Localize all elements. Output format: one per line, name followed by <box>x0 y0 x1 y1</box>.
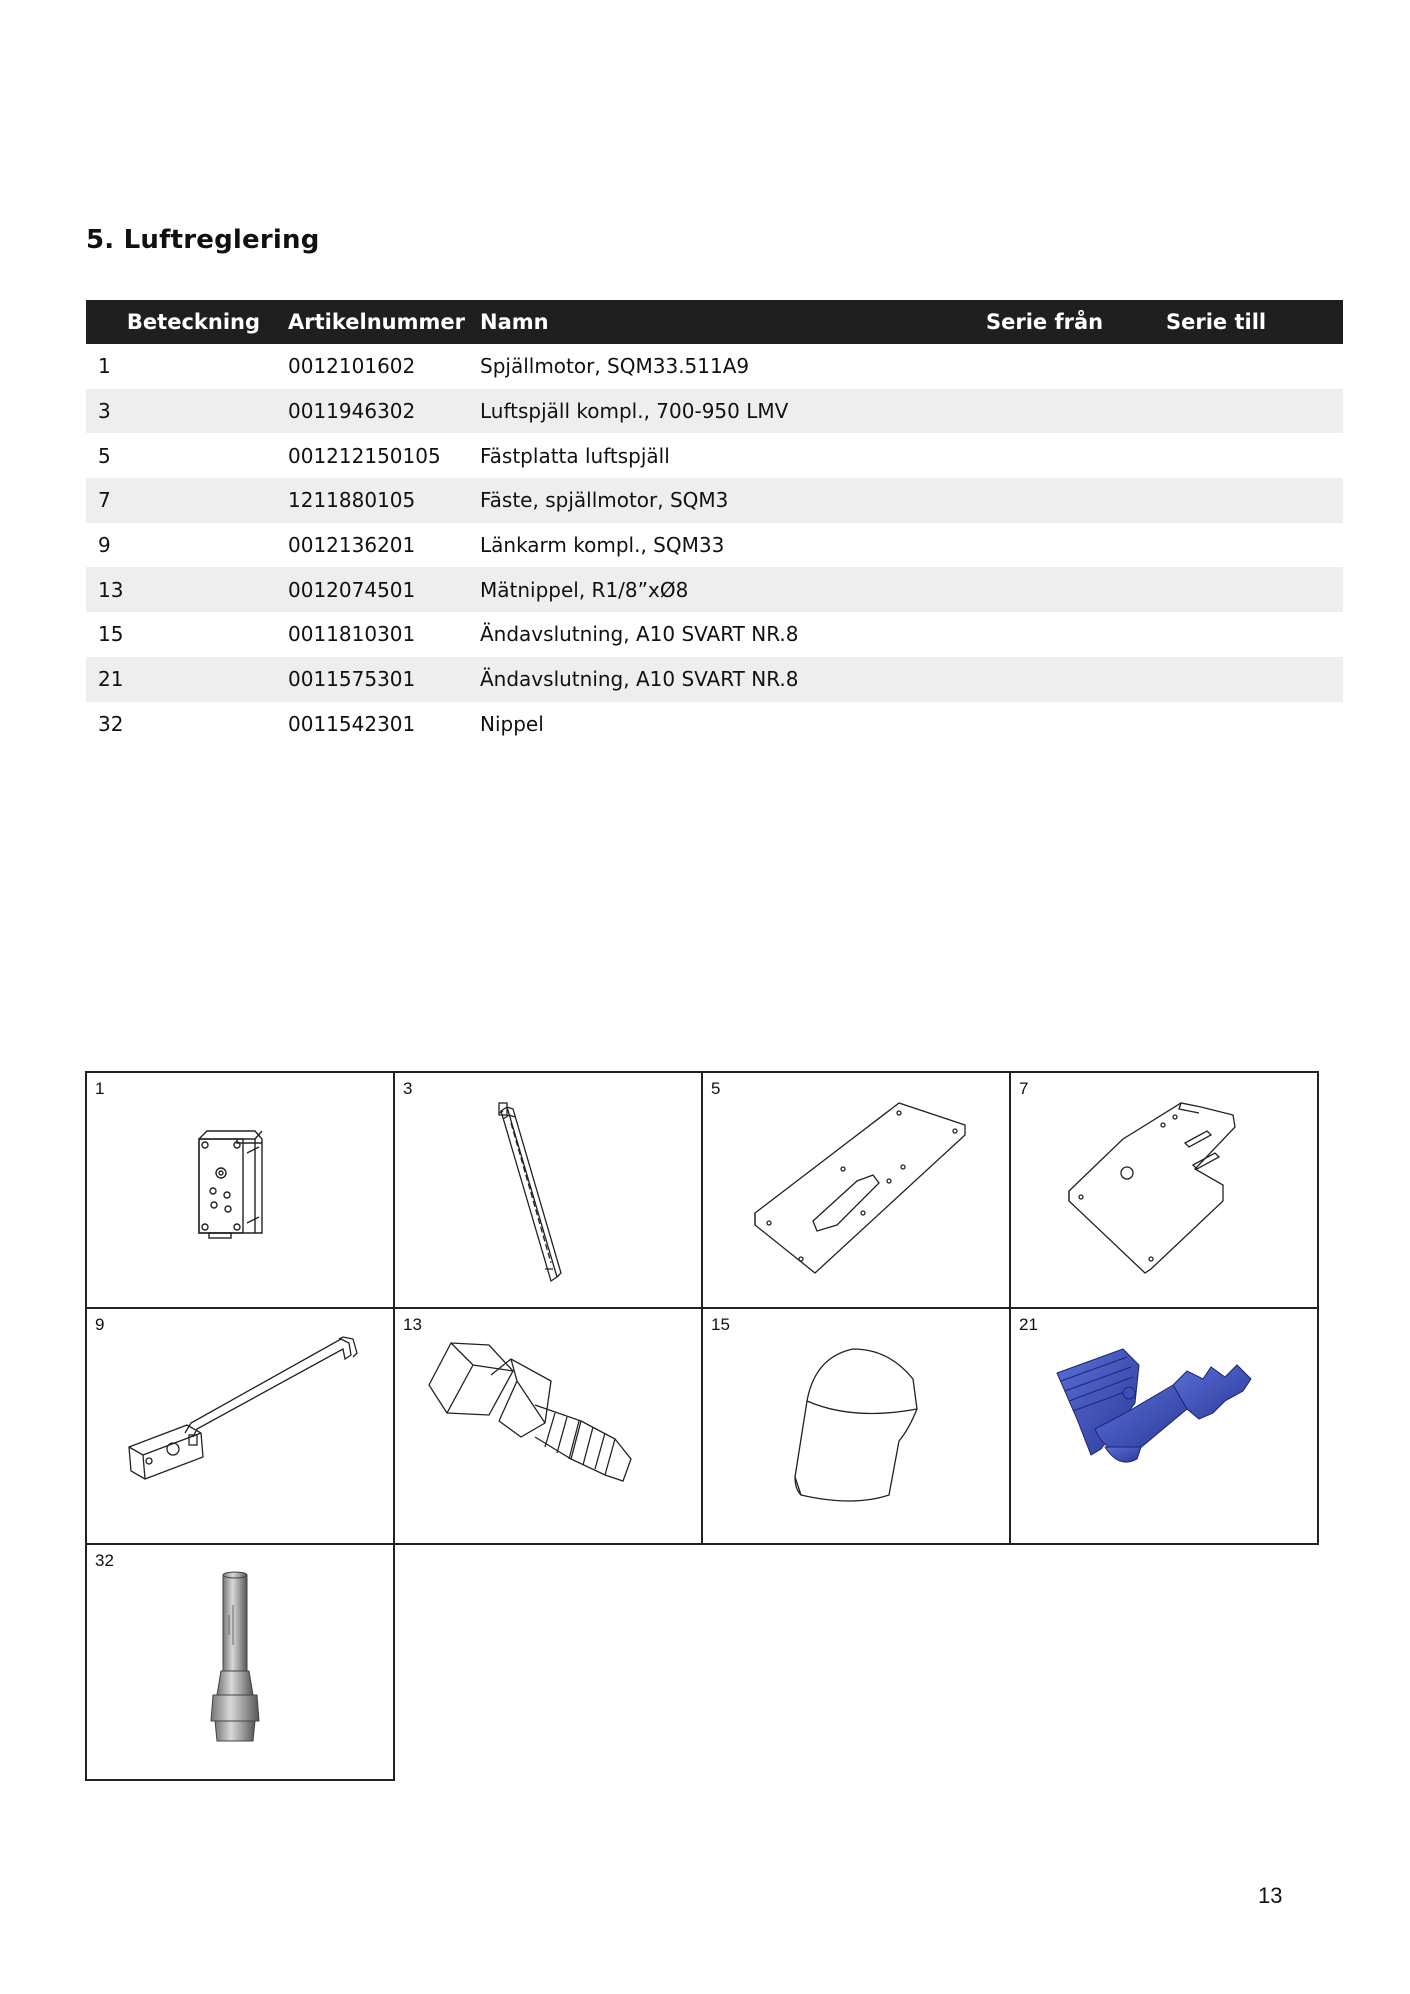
cell-serie-fran <box>986 523 1166 568</box>
table-row <box>86 478 1343 523</box>
image-label: 15 <box>711 1315 730 1334</box>
elbow-connector-icon <box>1011 1309 1317 1543</box>
page-number: 13 <box>1258 1883 1283 1908</box>
mounting-plate-icon <box>703 1073 1009 1307</box>
cell-serie-fran <box>986 344 1166 389</box>
image-cell <box>85 1307 395 1545</box>
image-label: 3 <box>403 1079 413 1098</box>
cell-namn: Luftspjäll kompl., 700-950 LMV <box>480 389 986 434</box>
cell-artikelnummer: 0011810301 <box>288 622 416 647</box>
end-cap-icon <box>703 1309 1009 1543</box>
cell-serie-fran <box>986 657 1166 702</box>
image-cell <box>85 1543 395 1781</box>
image-cell <box>393 1071 703 1309</box>
image-label: 1 <box>95 1079 105 1098</box>
cell-artikelnummer: 0011575301 <box>288 657 480 702</box>
cell-beteckning: 7 <box>86 478 288 523</box>
image-label: 21 <box>1019 1315 1038 1334</box>
cell-namn: Ändavslutning, A10 SVART NR.8 <box>480 657 986 702</box>
cell-namn: Mätnippel, R1/8”xØ8 <box>480 567 986 612</box>
image-cell <box>393 1307 703 1545</box>
cell-serie-fran <box>986 478 1166 523</box>
cell-beteckning: 3 <box>86 389 288 434</box>
section-title: 5. Luftreglering <box>86 225 320 255</box>
cell-serie-till <box>1166 344 1343 389</box>
parts-table <box>86 300 1343 746</box>
cell-beteckning: 21 <box>86 657 288 702</box>
table-row <box>86 657 1343 702</box>
header-beteckning: Beteckning <box>86 300 288 344</box>
table-row <box>86 389 1343 434</box>
cell-artikelnummer: 0011542301 <box>288 711 416 736</box>
cell-serie-till <box>1166 657 1343 702</box>
cell-beteckning: 15 <box>98 622 124 647</box>
link-arm-icon <box>87 1309 393 1543</box>
cell-artikelnummer: 0012136201 <box>288 533 416 558</box>
cell-serie-fran <box>986 389 1166 434</box>
image-label: 13 <box>403 1315 422 1334</box>
cell-namn: Fäste, spjällmotor, SQM3 <box>480 478 986 523</box>
table-row <box>86 702 1343 747</box>
cell-artikelnummer: 0012101602 <box>288 354 416 379</box>
table-row <box>86 433 1343 478</box>
header-serie-till: Serie till <box>1166 300 1343 344</box>
damper-motor-icon <box>87 1073 393 1307</box>
image-label: 9 <box>95 1315 105 1334</box>
image-cell <box>85 1071 395 1309</box>
cell-serie-fran <box>986 612 1166 657</box>
cell-serie-fran <box>986 702 1166 747</box>
image-cell <box>1009 1071 1319 1309</box>
table-row <box>86 612 1343 657</box>
cell-artikelnummer: 0012074501 <box>288 567 480 612</box>
cell-serie-till <box>1166 702 1343 747</box>
cell-serie-till <box>1166 433 1343 478</box>
header-serie-fran: Serie från <box>986 300 1166 344</box>
cell-serie-till <box>1166 478 1343 523</box>
cell-serie-fran <box>986 567 1166 612</box>
cell-namn: Nippel <box>480 711 544 736</box>
table-header-row <box>86 300 1343 344</box>
cell-artikelnummer: 1211880105 <box>288 478 480 523</box>
cell-artikelnummer: 001212150105 <box>288 443 441 468</box>
parts-image-grid <box>85 1071 1325 1788</box>
table-row <box>86 344 1343 389</box>
image-label: 7 <box>1019 1079 1029 1098</box>
nipple-icon <box>87 1545 393 1779</box>
image-cell <box>701 1307 1011 1545</box>
cell-beteckning: 5 <box>98 443 111 468</box>
cell-serie-till <box>1166 389 1343 434</box>
header-artikelnummer: Artikelnummer <box>288 300 480 344</box>
cell-namn: Fästplatta luftspjäll <box>480 443 670 468</box>
cell-beteckning: 32 <box>98 711 124 736</box>
air-damper-icon <box>395 1073 701 1307</box>
measuring-nipple-icon <box>395 1309 701 1543</box>
table-row <box>86 523 1343 568</box>
image-label: 32 <box>95 1551 114 1570</box>
cell-beteckning: 13 <box>86 567 288 612</box>
cell-beteckning: 1 <box>98 354 111 379</box>
cell-namn: Länkarm kompl., SQM33 <box>480 533 725 558</box>
table-row <box>86 567 1343 612</box>
cell-beteckning: 9 <box>98 533 111 558</box>
cell-namn: Ändavslutning, A10 SVART NR.8 <box>480 622 799 647</box>
image-label: 5 <box>711 1079 721 1098</box>
cell-artikelnummer: 0011946302 <box>288 389 480 434</box>
cell-serie-till <box>1166 567 1343 612</box>
motor-bracket-icon <box>1011 1073 1317 1307</box>
cell-serie-fran <box>986 433 1166 478</box>
cell-serie-till <box>1166 523 1343 568</box>
cell-serie-till <box>1166 612 1343 657</box>
header-namn: Namn <box>480 300 986 344</box>
cell-namn: Spjällmotor, SQM33.511A9 <box>480 354 750 379</box>
image-cell <box>701 1071 1011 1309</box>
image-cell <box>1009 1307 1319 1545</box>
